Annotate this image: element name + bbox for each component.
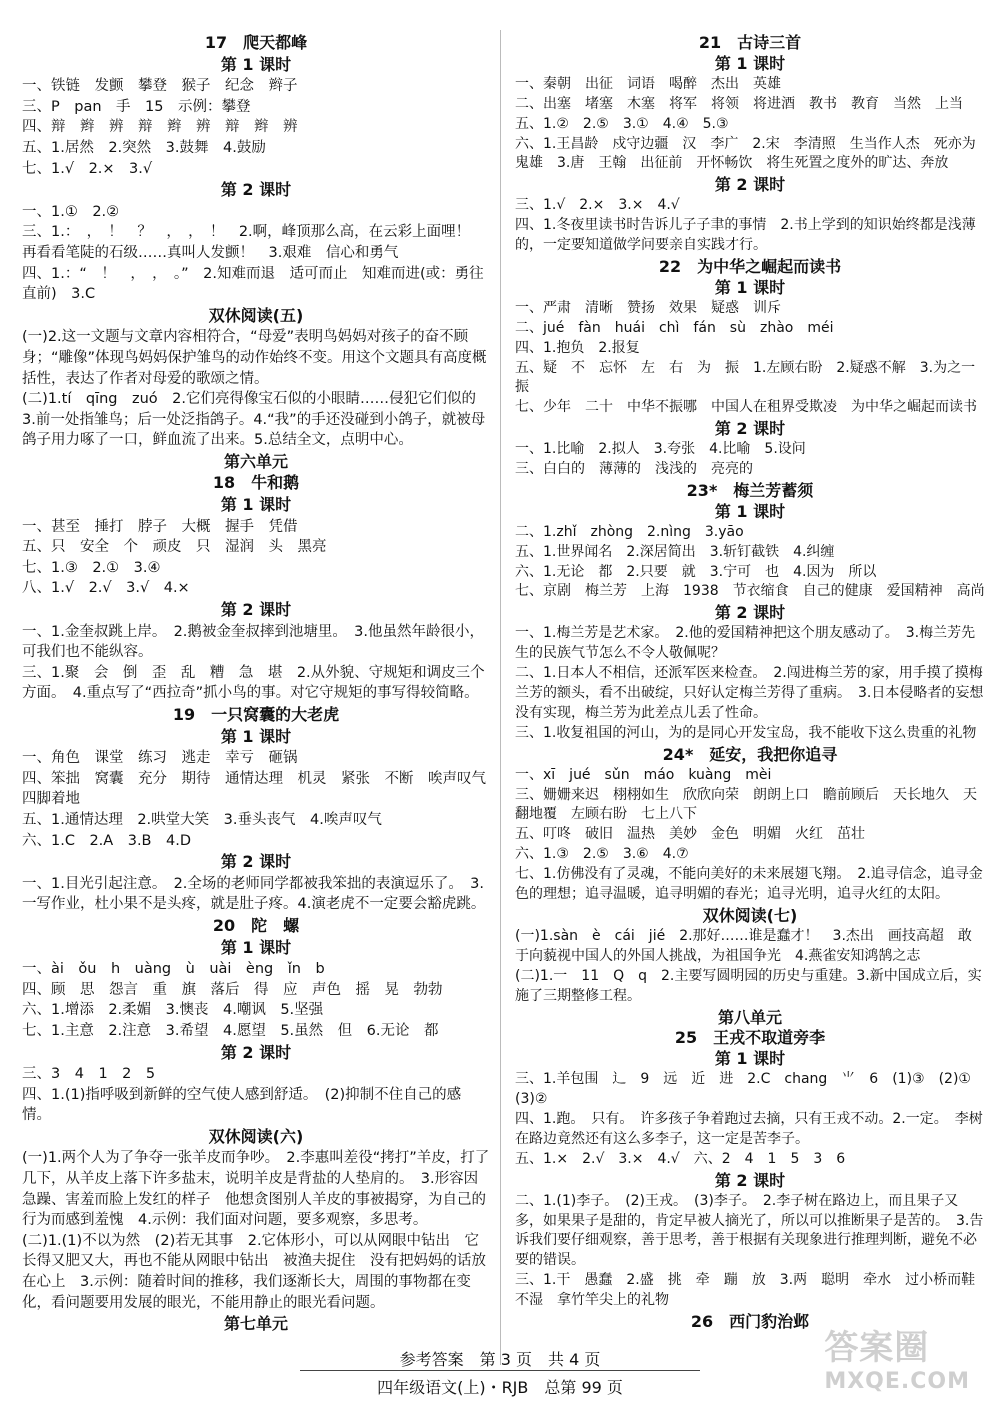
answer-line: 一、1.目光引起注意。 2.全场的老师同学都被我笨拙的表演逗乐了。 3.一写作业，杜小果不是头疼，就是肚子疼。4.演老虎不一定要会豁虎跳。	[22, 875, 486, 913]
answer-line: 四、1.(1)指呼吸到新鲜的空气使人感到舒适。 (2)抑制不住自己的感情。	[22, 1086, 462, 1124]
section-heading: 第 1 课时	[220, 495, 292, 515]
answer-line: 四、1.：“ ！ ， ， 。” 2.知难而退 适可而止 知难而进(或：勇往直前) 3.C	[22, 265, 484, 303]
section-heading: 26 西门豹治邺	[690, 1312, 810, 1332]
section-heading: 双休阅读(五)	[208, 305, 304, 325]
answer-line: 二、jué fàn huái chì fán sù zhào méi	[515, 319, 834, 336]
section-heading: 第 1 课时	[714, 53, 786, 73]
answer-line: 四、笨拙 窝囊 充分 期待 通情达理 机灵 紧张 不断 唉声叹气 四脚着地	[22, 770, 501, 808]
section-heading: 第 2 课时	[220, 180, 292, 200]
answer-line: 三、姗姗来迟 栩栩如生 欣欣向荣 朗朗上口 瞻前顾后 天长地久 天翻地覆 左顾右盼 七上八下	[515, 786, 977, 823]
answer-line: 四、1.冬夜里读书时告诉儿子子聿的事情 2.书上学到的知识始终都是浅薄的，一定要知道做学问要亲自实践才行。	[515, 217, 976, 254]
section-heading: 17 爬天都峰	[204, 33, 308, 52]
section-heading: 第 1 课时	[220, 54, 292, 74]
answer-line: 七、京剧 梅兰芳 上海 1938 节衣缩食 自己的健康 爱国精神 高尚	[515, 583, 985, 600]
section-heading: 双休阅读(七)	[702, 905, 798, 925]
answer-line: 七、少年 二十 中华不振哪 中国人在租界受欺凌 为中华之崛起而读书	[515, 399, 977, 416]
answer-line: 一、1.梅兰芳是艺术家。 2.他的爱国精神把这个朋友感动了。 3.梅兰芳先生的民族气节怎么不令人敬佩呢？	[515, 625, 976, 662]
answer-line: 三、1.收复祖国的河山，为的是同心开发宝岛，我不能收下这么贵重的礼物	[515, 724, 977, 741]
answer-line: 三、白白的 薄薄的 浅浅的 亮亮的	[515, 461, 753, 478]
answer-line: 八、1.√ 2.√ 3.√ 4.×	[22, 580, 190, 597]
section-heading: 20 陀 螺	[212, 915, 300, 935]
footer-page-info: 参考答案 第 3 页 共 4 页	[399, 1350, 601, 1369]
answer-line: 四、辩 辫 辨 辩 辫 辨 辩 辫 辨	[22, 119, 298, 136]
answer-line: 六、1.③ 2.⑤ 3.⑥ 4.⑦	[515, 846, 689, 863]
answer-line: 一、严肃 清晰 赞扬 效果 疑惑 训斥	[515, 299, 781, 316]
section-heading: 22 为中华之崛起而读书	[658, 256, 842, 276]
answer-line: 二、1.日本人不相信，还派军医来检查。 2.闯进梅兰芳的家，用手摸了摸梅兰芳的额头，看不出破绽，只好认定梅兰芳得了重病。 3.日本侵略者的妄想没有实现，梅兰芳为此差点儿丢了性命。	[515, 665, 984, 721]
answer-line: 四、1.跑。 只有。 许多孩子争着跑过去摘，只有王戎不动。2.一定。 李树在路边竟然还有这么多李子，这一定是苦李子。	[515, 1111, 983, 1147]
answer-line: 五、1.② 2.⑤ 3.① 4.④ 5.③	[515, 115, 729, 132]
answer-line: 一、ài ǒu h uàng ù uài èng ǐn b	[22, 961, 325, 978]
section-heading: 第 1 课时	[220, 937, 292, 957]
answer-line: 五、1.通情达理 2.哄堂大笑 3.垂头丧气 4.唉声叹气	[22, 811, 382, 828]
watermark-site: MXQE.COM	[824, 1369, 970, 1394]
answer-line: 五、只 安全 个 顽皮 只 湿润 头 黑亮	[22, 539, 327, 556]
right-column	[515, 32, 985, 1333]
answer-line: 六、1.增添 2.柔媚 3.懊丧 4.嘲讽 5.坚强	[22, 1002, 324, 1019]
answer-line: 一、1.比喻 2.拟人 3.夸张 4.比喻 5.设问	[515, 441, 806, 458]
section-heading: 第七单元	[223, 1314, 288, 1334]
answer-line: 三、3 4 1 2 5	[22, 1066, 156, 1083]
answer-line: 一、甚至 捶打 脖子 大概 握手 凭借	[22, 518, 298, 535]
section-heading: 第 2 课时	[220, 852, 292, 872]
section-heading: 第 2 课时	[220, 1042, 292, 1062]
section-heading: 第 1 课时	[714, 501, 786, 521]
answer-line: (一)1.两个人为了争夺一张羊皮而争吵。 2.李惠叫差役“拷打”羊皮，打了几下，从羊皮上落下许多盐末，说明羊皮是背盐的人垫肩的。 3.形容因急躁、害羞而脸上发红的样子 他想贪图别人羊皮的事被揭穿，为自己的行为而感到羞愧 4.示例：我们面对问题，要多观察，多思考。	[22, 1150, 490, 1229]
answer-line: 四、1.抱负 2.报复	[515, 339, 640, 356]
section-heading: 第 2 课时	[220, 600, 292, 620]
answer-line: (二)1.tí qīng zuó 2.它们亮得像宝石似的小眼睛……侵犯它们似的 3.前一处指雏鸟；后一处泛指鸽子。4.“我”的手还没碰到小鸽子，就被母鸽子用力啄了一口，鲜血流了出来。5.总结全文，点明中心。	[22, 391, 491, 449]
footer-rule	[300, 1370, 700, 1371]
section-heading: 第六单元	[223, 451, 288, 471]
answer-line: 一、1.① 2.②	[22, 203, 120, 220]
section-heading: 19 一只窝囊的大老虎	[172, 705, 340, 724]
answer-line: 二、出塞 堵塞 木塞 将军 将领 将进酒 教书 教育 当然 上当	[515, 95, 963, 112]
left-column	[22, 32, 501, 1336]
answer-line: 四、顾 思 怨言 重 旗 落后 得 应 声色 摇 晃 勃勃	[22, 981, 443, 998]
section-heading: 23* 梅兰芳蓄须	[686, 480, 814, 500]
answer-line: 一、xī jué sǔn máo kuàng mèi	[515, 766, 772, 783]
answer-line: 六、1.王昌龄 戍守边疆 汉 李广 2.宋 李清照 生当作人杰 死亦为鬼雄 3.唐 王翰 出征前 开怀畅饮 将生死置之度外的旷达、奔放	[515, 135, 976, 172]
answer-line: (二)1.一 11 Q q 2.主要写圆明园的历史与重建。3.新中国成立后，实施了三期整修工程。	[515, 967, 982, 1004]
section-heading: 第 2 课时	[714, 419, 786, 439]
answer-line: 六、1.C 2.A 3.B 4.D	[22, 832, 191, 849]
answer-line: 一、秦朝 出征 词语 喝醉 杰出 英雄	[515, 75, 781, 92]
answer-line: 三、1.聚 会 倒 歪 乱 糟 急 堪 2.从外貌、守规矩和调皮三个方面。 4.重点写了“西拉奇”抓小鸟的事。对它守规矩的事写得较简略。	[22, 664, 485, 702]
watermark-brand: 答案圈	[824, 1328, 930, 1368]
answer-line: 七、1.仿佛没有了灵魂，不能向美好的未来展翅飞翔。 2.追寻信念，追寻金色的理想；追寻温暖，追寻明媚的春光；追寻光明，追寻火红的太阳。	[515, 866, 983, 903]
section-heading: 21 古诗三首	[698, 33, 802, 52]
watermark-logo	[824, 1320, 970, 1394]
answer-line: (二)1.(1)不以为然 (2)若无其事 2.它体形小，可以从网眼中钻出 它长得又肥又大，再也不能从网眼中钻出 被渔夫捉住 没有把妈妈的话放在心上 3.示例：随着时间的推移，我们逐渐长大，周围的事物都在变化，看问题要用发展的眼光，不能用静止的眼光看问题。	[22, 1232, 486, 1311]
answer-line: 三、1.√ 2.× 3.× 4.√	[515, 197, 680, 214]
section-heading: 双休阅读(六)	[208, 1126, 304, 1146]
column-divider	[500, 30, 501, 1365]
answer-line: (一)1.sàn è cái jié 2.那好……谁是蠢才！ 3.杰出 画技高超 敢于向藐视中国人的外国人挑战，为祖国争光 4.燕雀安知鸿鹄之志	[515, 927, 972, 964]
answer-line: 三、1.羊包围 辶 9 远 近 进 2.C chang ⺌ 6 (1)③ (2)① (3)②	[515, 1071, 985, 1108]
answer-line: 三、1.： ， ！ ？ ， ， ！ 2.啊，峰顶那么高，在云彩上面哩！ 再看看笔陡的石级……真叫人发颤！ 3.艰难 信心和勇气	[22, 224, 485, 261]
answer-line: 二、1.(1)李子。 (2)王戎。 (3)李子。 2.李子树在路边上，而且果子又多，如果果子是甜的，肯定早被人摘光了，所以可以推断果子是苦的。 3.告诉我们要仔细观察，善于思考，善于根据有关现象进行推理判断，避免不必要的错误。	[515, 1192, 984, 1269]
answer-line: (一)2.这一文题与文章内容相符合，“母爱”表明鸟妈妈对孩子的奋不顾身；“雕像”体现鸟妈妈保护雏鸟的动作始终不变。用这个文题具有高度概括性，表达了作者对母爱的歌颂之情。	[22, 329, 487, 387]
section-heading: 第 2 课时	[714, 175, 786, 195]
answer-line: 五、疑 不 忘怀 左 右 为 振 1.左顾右盼 2.疑惑不解 3.为之一振	[515, 359, 976, 396]
section-heading: 第 2 课时	[714, 1170, 786, 1190]
section-heading: 第 1 课时	[714, 1049, 786, 1069]
answer-line: 一、铁链 发颤 攀登 猴子 纪念 辫子	[22, 78, 298, 95]
answer-line: 五、1.世界闻名 2.深居简出 3.斩钉截铁 4.纠缠	[515, 543, 835, 560]
answer-line: 二、1.zhǐ zhòng 2.nìng 3.yāo	[515, 523, 744, 540]
answer-line: 七、1.主意 2.注意 3.希望 4.愿望 5.虽然 但 6.无论 都	[22, 1022, 439, 1039]
section-heading: 第 2 课时	[714, 603, 786, 623]
section-heading: 25 王戎不取道旁李	[674, 1028, 826, 1048]
section-heading: 第 1 课时	[714, 277, 786, 297]
answer-line: 三、1.干 愚蠢 2.盛 挑 牵 蹦 放 3.两 聪明 牵水 过小桥而鞋不湿 拿竹竿尖上的礼物	[515, 1272, 976, 1309]
section-heading: 第八单元	[717, 1007, 782, 1027]
answer-line: 五、1.居然 2.突然 3.鼓舞 4.鼓励	[22, 139, 266, 156]
answer-line: 五、叮咚 破旧 温热 美妙 金色 明媚 火红 茁壮	[515, 826, 865, 843]
answer-line: 五、1.× 2.√ 3.× 4.√ 六、2 4 1 5 3 6	[515, 1150, 846, 1167]
section-heading: 第 1 课时	[220, 726, 292, 746]
answer-line: 七、1.③ 2.① 3.④	[22, 559, 161, 576]
section-heading: 18 牛和鹅	[212, 473, 300, 493]
answer-line: 一、角色 课堂 练习 逃走 幸亏 砸锅	[22, 750, 298, 767]
answer-line: 一、1.金奎叔跳上岸。 2.鹅被金奎叔摔到池塘里。 3.他虽然年龄很小，可我们也不能纵容。	[22, 623, 485, 661]
answer-line: 六、1.无论 都 2.只要 就 3.宁可 也 4.因为 所以	[515, 563, 877, 580]
footer-book-info: 四年级语文(上)・RJB 总第 99 页	[377, 1378, 623, 1397]
answer-line: 三、P pan 手 15 示例：攀登	[22, 98, 251, 115]
section-heading: 24* 延安，我把你追寻	[662, 744, 838, 764]
answer-line: 七、1.√ 2.× 3.√	[22, 160, 153, 177]
